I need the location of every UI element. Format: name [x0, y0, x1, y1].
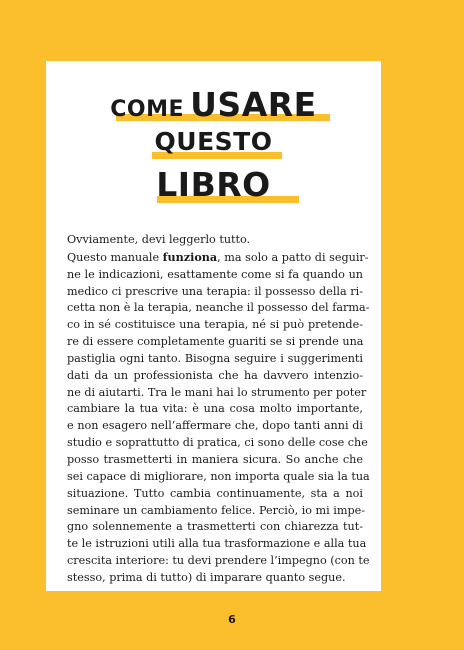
body-line: dati da un professionista che ha davvero intenzio-: [67, 368, 363, 382]
body-line: [67, 249, 369, 267]
body-line: situazione. Tutto cambia continuamente, sta a noi: [67, 486, 363, 500]
body-line: cetta non è la terapia, neanche il possesso del farma-: [67, 301, 370, 315]
body-line: gno solennemente a trasmetterti con chiarezza tut-: [67, 520, 363, 534]
title-line-1: [46, 85, 381, 124]
title-word-come: COME: [110, 97, 185, 122]
body-line: re di essere completamente guariti se si prende una: [67, 335, 364, 349]
body-text-segment: Questo manuale: [67, 250, 163, 264]
body-line: te le istruzioni utili alla tua trasformazione e alla tua: [67, 537, 367, 551]
page-number: 6: [228, 613, 236, 626]
body-line: pastiglia ogni tanto. Bisogna seguire i suggerimenti: [67, 351, 363, 365]
body-text-segment: , ma solo a patto di seguir-: [217, 250, 369, 264]
body-line: co in sé costituisce una terapia, né si può pretende-: [67, 318, 363, 332]
body-line: medico ci prescrive una terapia: il possesso della ri-: [67, 284, 363, 298]
body-line: stesso, prima di tutto) di imparare quanto segue.: [67, 570, 346, 584]
body-line: ne le indicazioni, esattamente come si fa quando un: [67, 267, 363, 281]
body-line: e non esagero nell’affermare che, dopo tanti anni di: [67, 419, 363, 433]
body-line: ne di aiutarti. Tra le mani hai lo strumento per poter: [67, 385, 367, 399]
title-word-usare: USARE: [190, 85, 317, 124]
body-paragraph: [67, 232, 370, 587]
body-line: cambiare la tua vita: è una cosa molto importante,: [67, 402, 363, 416]
body-line: sei capace di migliorare, non importa quale sia la tua: [67, 469, 370, 483]
title-line-2: [46, 127, 381, 156]
body-line: studio e soprattutto di pratica, ci sono delle cose che: [67, 436, 368, 450]
body-line: Ovviamente, devi leggerlo tutto.: [67, 233, 251, 246]
title-word-questo: QUESTO: [154, 127, 273, 156]
title-word-libro: LIBRO: [156, 165, 271, 204]
body-line: crescita interiore: tu devi prendere l’impegno (con te: [67, 554, 370, 568]
book-page: [46, 61, 381, 591]
title-line-3: [46, 165, 381, 204]
body-line: posso trasmetterti in maniera sicura. So anche che: [67, 452, 363, 466]
body-bold-word: funziona: [162, 249, 218, 264]
body-line: seminare un cambiamento felice. Perciò, io mi impe-: [67, 503, 366, 517]
